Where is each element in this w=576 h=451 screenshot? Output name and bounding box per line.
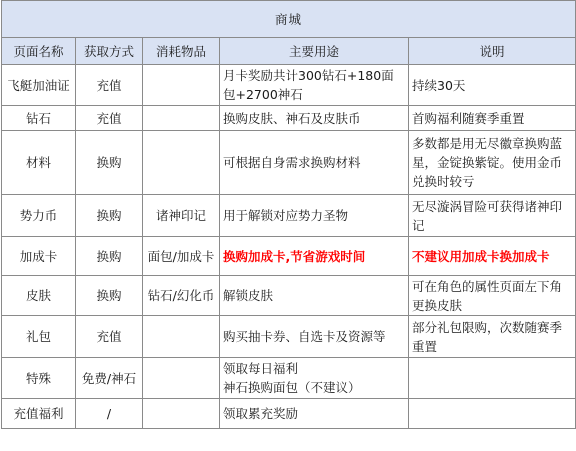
row-name: 加成卡 (2, 237, 76, 276)
row-method: 免费/神石 (76, 358, 143, 399)
table-row (2, 276, 576, 316)
row-cost: 诸神印记 (143, 195, 220, 237)
row-use: 换购加成卡,节省游戏时间 (220, 237, 409, 276)
table-row (2, 358, 576, 399)
table-row (2, 131, 576, 195)
row-note: 可在角色的属性页面左下角更换皮肤 (409, 276, 576, 316)
row-method: 充值 (76, 106, 143, 131)
row-use: 购买抽卡券、自选卡及资源等 (220, 316, 409, 358)
header-method: 获取方式 (76, 38, 143, 65)
row-use: 月卡奖励共计300钻石+180面包+2700神石 (220, 65, 409, 106)
use-line: 神石换购面包（不建议） (223, 380, 361, 395)
row-cost (143, 65, 220, 106)
row-use: 换购皮肤、神石及皮肤币 (220, 106, 409, 131)
row-use: 用于解锁对应势力圣物 (220, 195, 409, 237)
row-use: 可根据自身需求换购材料 (220, 131, 409, 195)
title-row (2, 1, 576, 38)
header-use: 主要用途 (220, 38, 409, 65)
row-note: 不建议用加成卡换加成卡 (409, 237, 576, 276)
row-name: 充值福利 (2, 399, 76, 429)
row-name: 势力币 (2, 195, 76, 237)
row-note: 持续30天 (409, 65, 576, 106)
header-row (2, 38, 576, 65)
row-cost (143, 358, 220, 399)
row-use: 领取累充奖励 (220, 399, 409, 429)
row-method: 换购 (76, 195, 143, 237)
row-method: 充值 (76, 316, 143, 358)
row-note: 多数都是用无尽徽章换购蓝星，金锭换紫锭。使用金币兑换时较亏 (409, 131, 576, 195)
table-row (2, 399, 576, 429)
row-cost: 钻石/幻化币 (143, 276, 220, 316)
table-row (2, 237, 576, 276)
row-method: 换购 (76, 237, 143, 276)
table-title: 商城 (2, 1, 576, 38)
row-cost (143, 316, 220, 358)
table-row (2, 316, 576, 358)
row-name: 钻石 (2, 106, 76, 131)
table-row (2, 195, 576, 237)
row-method: 换购 (76, 131, 143, 195)
row-name: 皮肤 (2, 276, 76, 316)
header-page-name: 页面名称 (2, 38, 76, 65)
row-name: 特殊 (2, 358, 76, 399)
row-cost (143, 131, 220, 195)
row-method: 换购 (76, 276, 143, 316)
table-row (2, 65, 576, 106)
row-note: 部分礼包限购，次数随赛季重置 (409, 316, 576, 358)
row-note (409, 399, 576, 429)
table-row (2, 106, 576, 131)
row-cost: 面包/加成卡 (143, 237, 220, 276)
row-cost (143, 106, 220, 131)
row-note: 首购福利随赛季重置 (409, 106, 576, 131)
row-name: 飞艇加油证 (2, 65, 76, 106)
row-name: 材料 (2, 131, 76, 195)
row-note (409, 358, 576, 399)
row-note: 无尽漩涡冒险可获得诸神印记 (409, 195, 576, 237)
use-line: 领取每日福利 (223, 361, 299, 376)
header-note: 说明 (409, 38, 576, 65)
mall-table (1, 0, 576, 429)
row-method: / (76, 399, 143, 429)
row-use: 解锁皮肤 (220, 276, 409, 316)
row-name: 礼包 (2, 316, 76, 358)
header-cost: 消耗物品 (143, 38, 220, 65)
row-cost (143, 399, 220, 429)
row-method: 充值 (76, 65, 143, 106)
row-use (220, 358, 409, 399)
